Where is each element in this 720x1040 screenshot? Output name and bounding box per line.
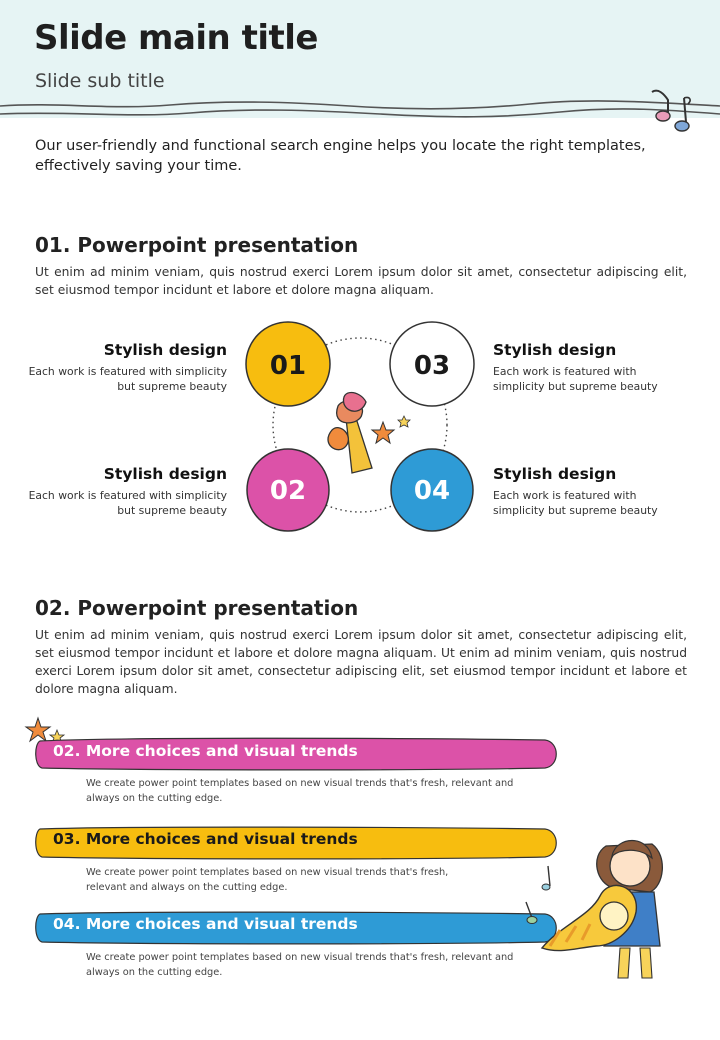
choice-03-desc: We create power point templates based on new visual trends that's fresh, relevant and always on the cutting edge. [86,867,449,893]
section1-body: Ut enim ad minim veniam, quis nostrud exerci Lorem ipsum dolor sit amet, consectetur adipiscing elit, set eiusmod tempor incidunt et labore et dolore magna aliquam. [35,265,687,297]
circle-01-number: 01 [269,351,307,381]
circle-02-number: 02 [269,476,307,506]
feature-01 [27,340,227,394]
feature-04-title: Stylish design [493,465,617,483]
intro-text: Our user-friendly and functional search engine helps you locate the right templates, effectively saving your time. [35,138,646,174]
circle-03-number: 03 [413,351,451,381]
wavy-lines-divider [0,92,720,118]
feature-01-desc: Each work is featured with simplicity but supreme beauty [28,365,227,393]
star-icon [26,718,50,741]
choice-04-desc: We create power point templates based on new visual trends that's fresh, relevant and always on the cutting edge. [86,952,514,978]
feature-01-title: Stylish design [103,341,227,359]
star-icon [372,422,394,443]
choice-04-label: 04. More choices and visual trends [53,915,358,933]
section2-heading: 02. Powerpoint presentation [35,596,359,620]
feature-04 [493,464,683,518]
feature-03-title: Stylish design [493,341,617,359]
choice-02-label: 02. More choices and visual trends [53,742,358,760]
mushroom-illustration [328,393,372,474]
feature-04-desc: Each work is featured with simplicity but supreme beauty [493,489,658,517]
choice-03-label: 03. More choices and visual trends [53,830,358,848]
feature-02 [27,464,227,518]
slide-main-title: Slide main title [34,18,318,58]
feature-03-desc: Each work is featured with simplicity but supreme beauty [493,365,658,393]
section2-body: Ut enim ad minim veniam, quis nostrud exerci Lorem ipsum dolor sit amet, consectetur adipiscing elit, set eiusmod tempor incidunt et labore et dolore magna aliquam. Ut enim ad minim veniam, quis nostrud exerci Lorem ipsum dolor sit amet, consectetur adipiscing elit, set eiusmod tempor incidunt et labore et dolore magna aliquam. [35,628,687,696]
section1-heading: 01. Powerpoint presentation [35,233,359,257]
header-band [0,0,720,118]
circle-04-number: 04 [413,476,451,506]
star-icon [398,416,410,427]
feature-02-desc: Each work is featured with simplicity but supreme beauty [28,489,227,517]
girl-with-horn-illustration [526,841,662,979]
feature-02-title: Stylish design [103,465,227,483]
choice-02-desc: We create power point templates based on new visual trends that's fresh, relevant and always on the cutting edge. [86,778,514,804]
feature-03 [493,340,683,394]
music-note-icon [644,86,696,138]
slide-sub-title: Slide sub title [35,70,165,92]
